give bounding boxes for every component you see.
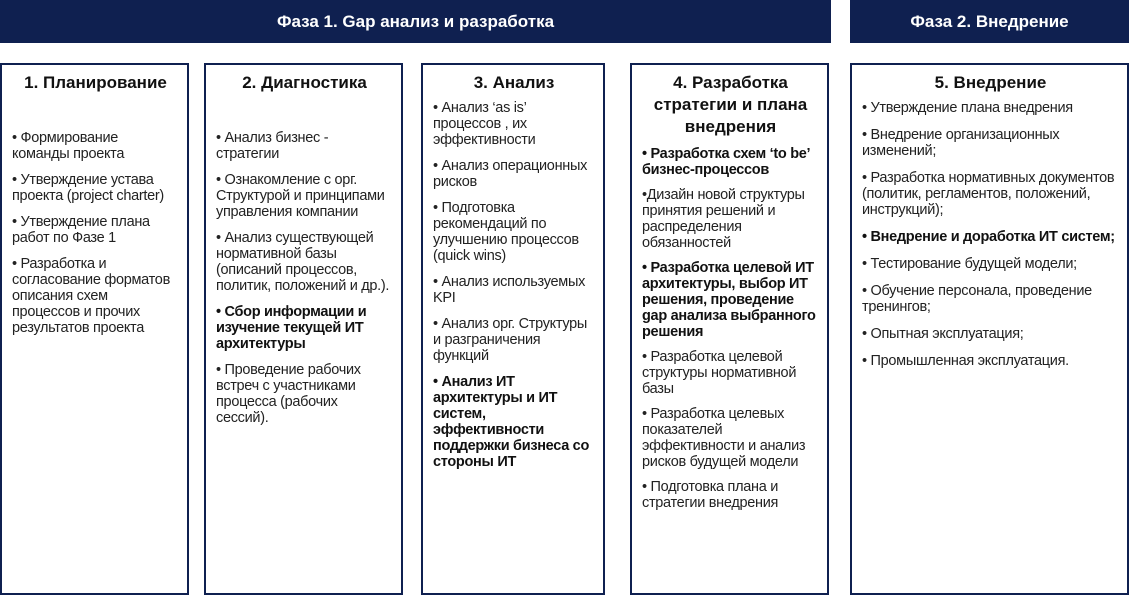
- column-items: [216, 130, 393, 426]
- list-item: • Анализ ‘as is’ процессов , их эффективности: [433, 100, 536, 148]
- column-items: [642, 146, 819, 511]
- list-item: • Анализ бизнес - стратегии: [216, 130, 329, 162]
- list-item: • Формирование команды проекта: [12, 130, 125, 162]
- list-item: • Разработка нормативных документов (политик, регламентов, положений, инструкций);: [862, 170, 1115, 218]
- list-item: • Утверждение плана внедрения: [862, 100, 1073, 116]
- column-analysis: [421, 63, 605, 595]
- list-item: • Анализ ИТ архитектуры и ИТ систем, эффективности поддержки бизнеса со стороны ИТ: [433, 374, 590, 470]
- list-item: • Тестирование будущей модели;: [862, 256, 1077, 272]
- list-item: • Утверждение устава проекта (project charter): [12, 172, 164, 204]
- list-item: • Промышленная эксплуатация.: [862, 353, 1069, 369]
- list-item: • Разработка целевой структуры нормативной базы: [642, 349, 797, 397]
- phase-1-title: Фаза 1. Gap анализ и разработка: [276, 11, 555, 31]
- phase-2-header: [850, 0, 1129, 43]
- list-item: • Обучение персонала, проведение тренингов;: [862, 283, 1092, 315]
- list-item: •Дизайн новой структуры принятия решений и распределения обязанностей: [642, 187, 805, 251]
- list-item: • Разработка целевых показателей эффективности и анализ рисков будущей модели: [642, 406, 806, 470]
- list-item: • Сбор информации и изучение текущей ИТ архитектуры: [216, 304, 367, 352]
- list-item: • Разработка целевой ИТ архитектуры, выбор ИТ решения, проведение gap анализа выбранного решения: [642, 260, 816, 340]
- column-title: 1. Планирование: [24, 73, 167, 92]
- list-item: • Подготовка рекомендаций по улучшению процессов (quick wins): [433, 200, 579, 264]
- list-item: • Анализ операционных рисков: [433, 158, 588, 190]
- list-item: • Анализ существующей нормативной базы (описаний процессов, политик, положений и др.).: [216, 230, 390, 294]
- list-item: • Ознакомление с орг. Структурой и принципами управления компании: [216, 172, 385, 220]
- column-diagnostics: [204, 63, 403, 595]
- list-item: • Опытная эксплуатация;: [862, 326, 1024, 342]
- list-item: • Разработка схем ‘to be’ бизнес-процессов: [642, 146, 810, 178]
- column-planning: [0, 63, 189, 595]
- column-title: 5. Внедрение: [934, 73, 1047, 92]
- list-item: • Разработка и согласование форматов описания схем процессов и прочих результатов проекта: [12, 256, 170, 336]
- phase-2-title: Фаза 2. Внедрение: [910, 11, 1069, 31]
- column-items: [433, 100, 595, 470]
- phase-1-header: [0, 0, 831, 43]
- column-strategy: [630, 63, 829, 595]
- column-items: [862, 100, 1119, 369]
- list-item: • Подготовка плана и стратегии внедрения: [642, 479, 779, 511]
- list-item: • Анализ орг. Структуры и разграничения функций: [433, 316, 588, 364]
- list-item: • Проведение рабочих встреч с участниками процесса (рабочих сессий).: [216, 362, 361, 426]
- list-item: • Внедрение организационных изменений;: [862, 127, 1060, 159]
- column-title: 2. Диагностика: [242, 73, 367, 92]
- column-title: 3. Анализ: [473, 73, 555, 92]
- column-implementation: [850, 63, 1129, 595]
- list-item: • Внедрение и доработка ИТ систем;: [862, 229, 1115, 245]
- list-item: • Анализ используемых KPI: [433, 274, 586, 306]
- column-title: 4. Разработка стратегии и плана внедрения: [653, 73, 808, 136]
- column-items: [12, 130, 179, 336]
- list-item: • Утверждение плана работ по Фазе 1: [12, 214, 150, 246]
